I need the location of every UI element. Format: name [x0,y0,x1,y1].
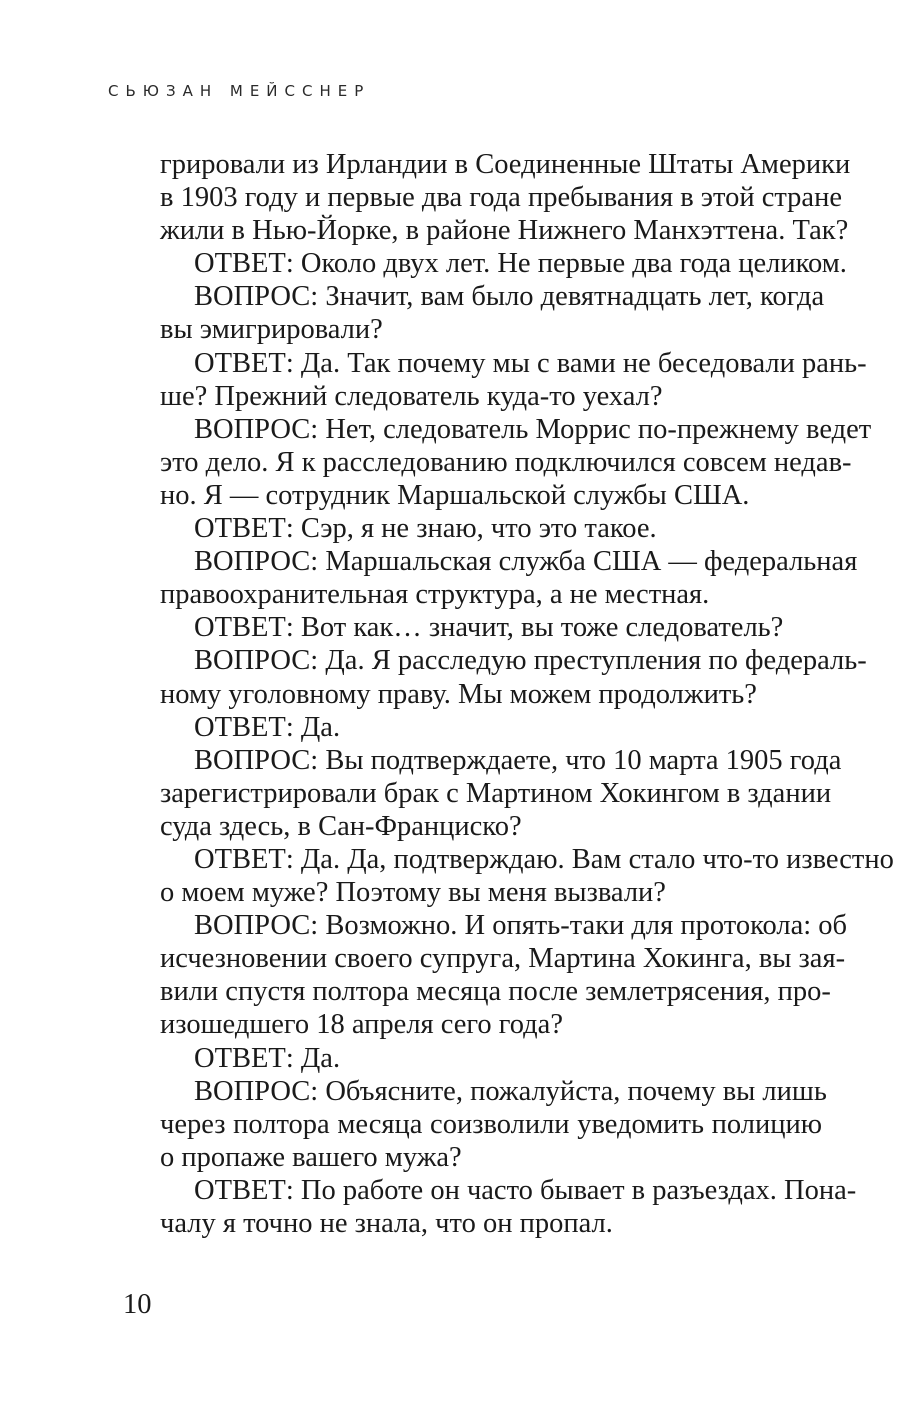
text-line: вили спустя полтора месяца после землетрясения, про- [160,976,831,1008]
text-line: ОТВЕТ: Да. Да, подтверждаю. Вам стало что-то известно [194,843,894,875]
text-line: ОТВЕТ: Да. [194,711,341,743]
text-line: вы эмигрировали? [160,314,383,346]
text-line: чалу я точно не знала, что он пропал. [160,1208,613,1239]
text-line: ОТВЕТ: Около двух лет. Не первые два года целиком. [194,248,847,280]
text-line: ВОПРОС: Объясните, пожалуйста, почему вы лишь [194,1075,827,1107]
running-head: СЬЮЗАН МЕЙССНЕР [108,82,371,100]
page-number: 10 [123,1289,152,1320]
text-line: ВОПРОС: Вы подтверждаете, что 10 марта 1905 года [194,744,842,776]
text-line: но. Я — сотрудник Маршальской службы США. [160,479,750,511]
text-line: в 1903 году и первые два года пребывания в этой стране [160,182,842,214]
text-line: ОТВЕТ: Да. [194,1042,341,1074]
text-line: ОТВЕТ: Сэр, я не знаю, что это такое. [194,513,657,545]
text-line: ВОПРОС: Нет, следователь Моррис по-прежнему ведет [194,413,872,445]
text-line: зарегистрировали брак с Мартином Хокингом в здании [160,777,832,809]
text-line: ше? Прежний следователь куда-то уехал? [160,380,663,412]
text-line: грировали из Ирландии в Соединенные Штаты Америки [160,149,851,180]
text-line: ОТВЕТ: Да. Так почему мы с вами не беседовали рань- [194,347,867,379]
text-line: ОТВЕТ: По работе он часто бывает в разъездах. Пона- [194,1174,857,1206]
text-line: это дело. Я к расследованию подключился совсем недав- [160,446,852,478]
text-line: ному уголовному праву. Мы можем продолжить? [160,678,757,710]
body-text [160,148,894,1240]
text-line: жили в Нью-Йорке, в районе Нижнего Манхэттена. Так? [160,215,849,247]
text-line: ОТВЕТ: Вот как… значит, вы тоже следователь? [194,612,784,644]
text-line: о пропаже вашего мужа? [160,1141,462,1173]
text-line: правоохранительная структура, а не местная. [160,579,710,611]
text-line: о моем муже? Поэтому вы меня вызвали? [160,877,666,909]
text-line: изошедшего 18 апреля сего года? [160,1009,563,1041]
text-line: ВОПРОС: Значит, вам было девятнадцать лет, когда [194,281,825,313]
text-line: через полтора месяца соизволили уведомить полицию [160,1108,822,1140]
text-line: ВОПРОС: Возможно. И опять-таки для протокола: об [194,910,848,942]
text-line: ВОПРОС: Да. Я расследую преступления по федераль- [194,645,867,677]
text-line: ВОПРОС: Маршальская служба США — федеральная [194,546,858,578]
text-line: суда здесь, в Сан-Франциско? [160,810,522,842]
text-line: исчезновении своего супруга, Мартина Хокинга, вы зая- [160,943,846,975]
